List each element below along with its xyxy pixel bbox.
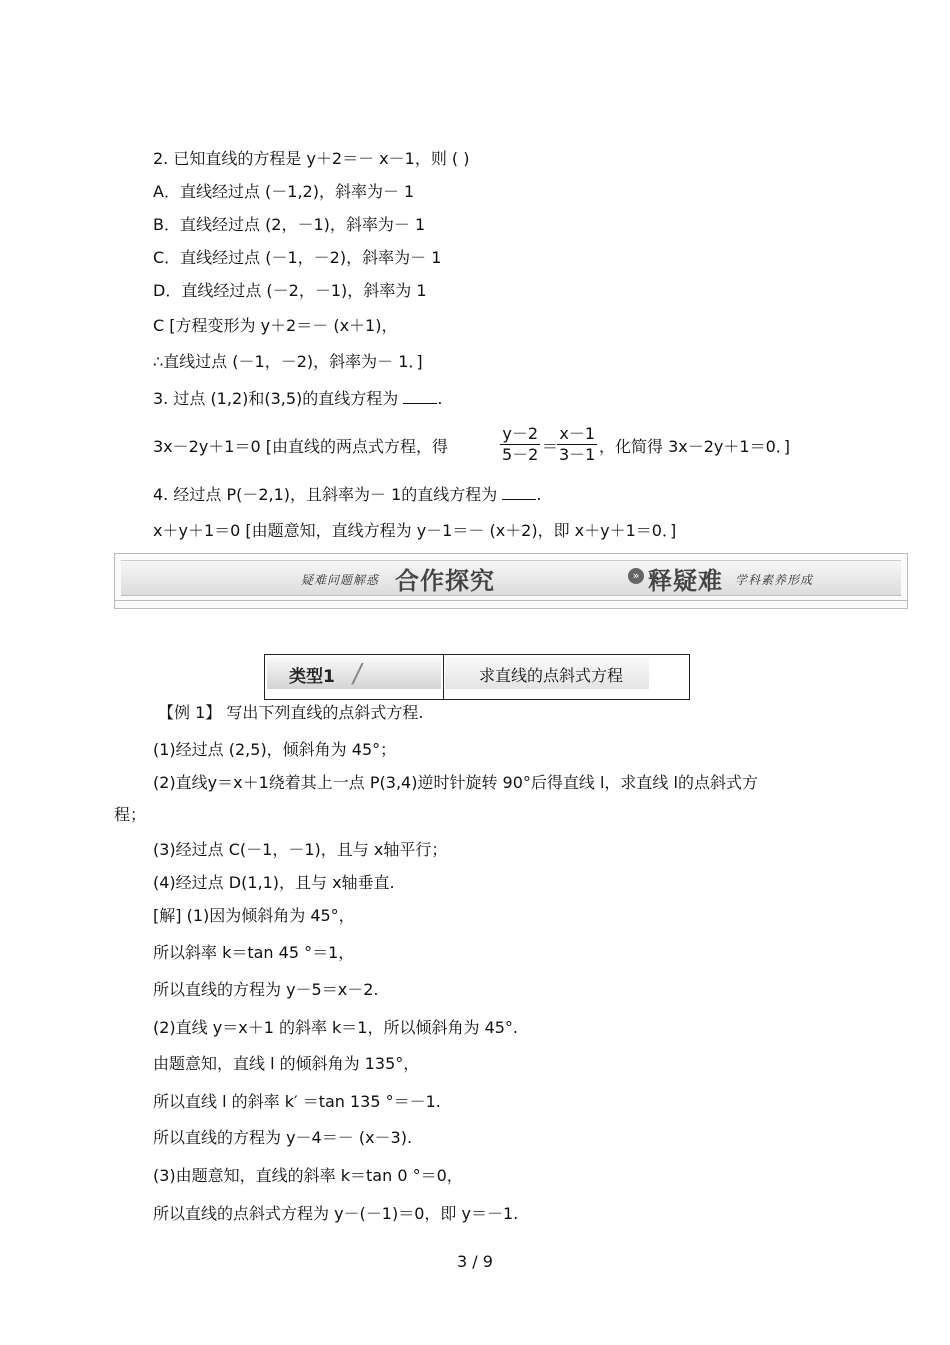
solution-line: 所以直线的方程为 y－5＝x－2. <box>153 980 379 999</box>
fraction-numerator: x－1 <box>559 424 596 443</box>
solution-line: 所以直线 l 的斜率 k′ ＝tan 135 °＝－1. <box>153 1092 441 1111</box>
example-part-2: (2)直线y＝x＋1绕着其上一点 P(3,4)逆时针旋转 90°后得直线 l，求直线 l的点斜式方 <box>153 773 758 792</box>
page-number: 3 / 9 <box>457 1252 493 1271</box>
fraction-right <box>557 425 597 464</box>
q2-answer-line1: C [方程变形为 y＋2＝－ (x＋1)， <box>153 316 398 335</box>
banner-title-main: 合作探究 <box>395 567 495 595</box>
solution-line: 所以直线的点斜式方程为 y－(－1)＝0，即 y＝－1. <box>153 1204 519 1223</box>
type-tag-label: 类型1 <box>289 667 335 687</box>
q2-option-d: D．直线经过点 (－2，－1)，斜率为 1 <box>153 281 427 300</box>
banner-right-subtitle: 学科素养形成 <box>735 573 814 587</box>
banner-arrow-icon: » <box>628 568 644 584</box>
example-heading: 【例 1】 写出下列直线的点斜式方程. <box>158 703 424 722</box>
example-part-4: (4)经过点 D(1,1)，且与 x轴垂直. <box>153 873 395 892</box>
solution-line: [解] (1)因为倾斜角为 45°， <box>153 906 355 925</box>
q2-option-a: A．直线经过点 (－1,2)，斜率为－ 1 <box>153 182 415 201</box>
answer-blank <box>403 389 437 404</box>
solution-line: 所以直线的方程为 y－4＝－ (x－3). <box>153 1128 413 1147</box>
banner-left-subtitle: 疑难问题解惑 <box>301 573 380 587</box>
q3-stem <box>153 389 442 409</box>
answer-blank <box>502 485 536 500</box>
q2-stem: 2. 已知直线的方程是 y＋2＝－ x－1，则 ( ) <box>153 149 470 168</box>
q2-option-c: C．直线经过点 (－1，－2)，斜率为－ 1 <box>153 248 442 267</box>
q3-answer-text: 3x－2y＋1＝0 [由直线的两点式方程，得 <box>153 437 448 456</box>
q4-stem <box>153 485 541 505</box>
tag-slash-decoration: / <box>350 659 365 689</box>
type-title-panel <box>445 657 649 689</box>
banner-divider <box>115 600 907 601</box>
q3-answer-result: ，化简得 3x－2y＋1＝0．] <box>599 437 790 456</box>
type-heading-box <box>264 654 690 700</box>
q4-answer: x＋y＋1＝0 [由题意知，直线方程为 y－1＝－ (x＋2)，即 x＋y＋1＝0．] <box>153 521 677 540</box>
q3-stem-end: . <box>437 389 443 408</box>
q4-stem-end: . <box>536 485 542 504</box>
fraction-denominator: 3－1 <box>559 445 596 464</box>
solution-line: (3)由题意知，直线的斜率 k＝tan 0 °＝0， <box>153 1166 463 1185</box>
section-banner <box>114 553 908 609</box>
example-part-1: (1)经过点 (2,5)，倾斜角为 45°； <box>153 740 397 759</box>
solution-line: 所以斜率 k＝tan 45 °＝1， <box>153 943 355 962</box>
q3-stem-text: 3. 过点 (1,2)和(3,5)的直线方程为 <box>153 389 404 408</box>
example-part-2-continued: 程； <box>114 805 147 824</box>
q2-answer-line2: ∴直线过点 (－1，－2)，斜率为－ 1．] <box>153 352 423 371</box>
example-part-3: (3)经过点 C(－1，－1)，且与 x轴平行； <box>153 840 448 859</box>
solution-line: (2)直线 y＝x＋1 的斜率 k＝1，所以倾斜角为 45°. <box>153 1018 519 1037</box>
type-tag <box>267 657 441 689</box>
solution-line: 由题意知，直线 l 的倾斜角为 135°， <box>153 1054 420 1073</box>
fraction-numerator: y－2 <box>502 424 539 443</box>
type-box-divider <box>443 655 444 699</box>
fraction-equals: ＝ <box>542 437 559 456</box>
fraction-left <box>500 425 540 464</box>
q2-option-b: B．直线经过点 (2，－1)，斜率为－ 1 <box>153 215 426 234</box>
q4-stem-text: 4. 经过点 P(－2,1)，且斜率为－ 1的直线方程为 <box>153 485 503 504</box>
fraction-denominator: 5－2 <box>502 445 539 464</box>
type-title: 求直线的点斜式方程 <box>479 666 624 685</box>
banner-title-secondary: 释疑难 <box>648 567 723 595</box>
